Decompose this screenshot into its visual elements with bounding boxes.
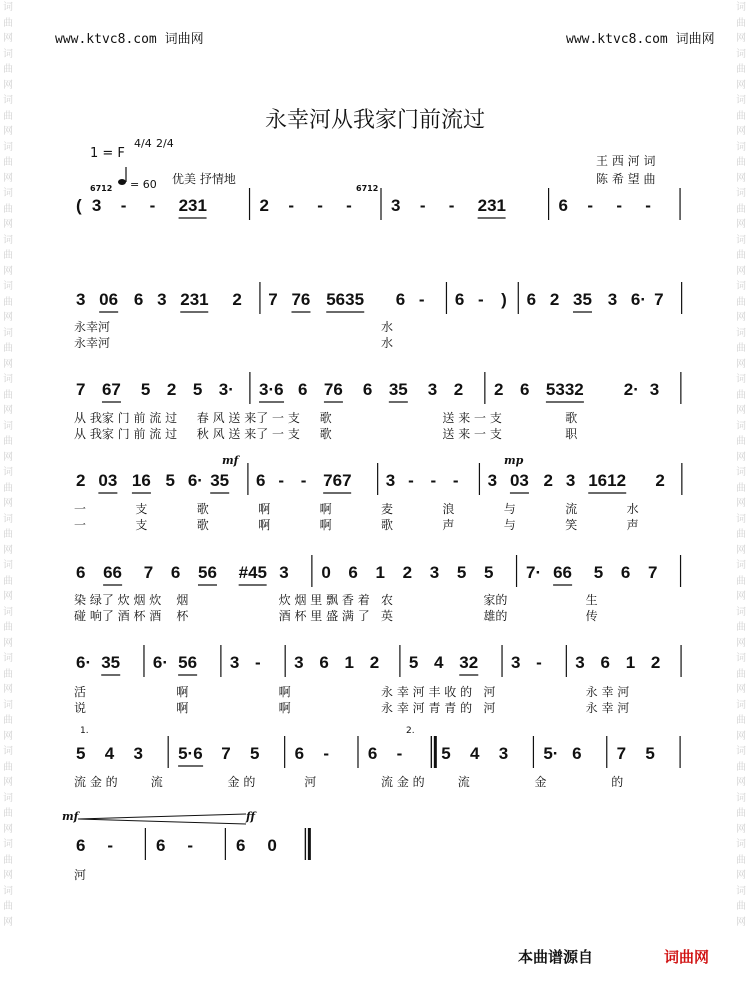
note-token: - bbox=[408, 471, 414, 490]
lyric-chunk: 烟 bbox=[176, 593, 189, 607]
note-token: 35 bbox=[388, 380, 408, 399]
lyric-chunk: 声 bbox=[442, 518, 455, 532]
lyric-chunk: 歌 bbox=[565, 411, 578, 425]
meter-2-4: 2/4 bbox=[156, 137, 174, 150]
note-token: 6 bbox=[297, 380, 308, 399]
note-token: - bbox=[346, 196, 352, 215]
crescendo-hairpin bbox=[78, 810, 248, 829]
note-token: - bbox=[419, 196, 426, 215]
lyric-chunk: 啊 bbox=[176, 685, 189, 699]
note-token: 6 bbox=[362, 380, 373, 399]
note-token: 2 bbox=[369, 653, 380, 672]
note-token: 2 bbox=[543, 471, 553, 490]
note-token: 3 bbox=[76, 290, 86, 309]
note-token: 7 bbox=[143, 563, 154, 582]
staff-line-4 bbox=[74, 469, 688, 499]
lyric-chunk: 流 bbox=[150, 775, 163, 789]
lyrics-line-6-verse-1 bbox=[74, 683, 688, 700]
lyric-chunk: 传 bbox=[585, 609, 598, 623]
note-token: 6 bbox=[133, 290, 144, 309]
lyric-chunk: 河 bbox=[483, 685, 496, 699]
note-token: 35 bbox=[101, 653, 121, 672]
note-token: 6 bbox=[519, 380, 530, 399]
lyric-chunk: 永 幸 河 bbox=[585, 685, 630, 699]
staff-barlines bbox=[74, 742, 688, 772]
note-token: ) bbox=[501, 290, 507, 309]
staff-line-8 bbox=[74, 834, 314, 864]
lyric-chunk: 啊 bbox=[319, 502, 332, 516]
note-token: 7· bbox=[525, 563, 542, 582]
lyric-chunk: 金 的 bbox=[227, 775, 256, 789]
note-token: 5 bbox=[593, 563, 604, 582]
lyric-chunk: 农 bbox=[381, 593, 394, 607]
note-token: 3 bbox=[390, 196, 401, 215]
note-token: 3 bbox=[279, 563, 289, 582]
note-token: - bbox=[396, 744, 403, 763]
note-token: 6 bbox=[236, 836, 246, 855]
note-token: 0 bbox=[321, 563, 331, 582]
lyric-chunk: 杯 bbox=[176, 609, 189, 623]
lyric-chunk: 从 我家 门 前 流 过 bbox=[74, 427, 178, 441]
note-token: 5 bbox=[408, 653, 419, 672]
lyric-chunk: 笑 bbox=[565, 518, 578, 532]
staff-line-2 bbox=[74, 288, 688, 318]
note-token: 3·6 bbox=[259, 380, 284, 399]
lyric-chunk: 浪 bbox=[442, 502, 455, 516]
lyric-chunk: 说 bbox=[74, 701, 87, 715]
note-token: 6 bbox=[600, 653, 610, 672]
footer-source-label: 本曲谱源自 bbox=[518, 948, 594, 966]
note-token: 0 bbox=[267, 836, 277, 855]
lyric-chunk: 河 bbox=[483, 701, 496, 715]
lyric-chunk: 啊 bbox=[278, 701, 291, 715]
note-token: 7 bbox=[221, 744, 231, 763]
note-token: 6 bbox=[76, 836, 86, 855]
lyric-chunk: 水 bbox=[626, 502, 639, 516]
lyric-chunk: 啊 bbox=[319, 518, 332, 532]
note-token: 5· bbox=[543, 744, 559, 763]
volta-ending-1: 1. bbox=[80, 726, 89, 736]
note-token: 1 bbox=[375, 563, 385, 582]
quarter-note-icon bbox=[118, 166, 128, 190]
note-token: 2 bbox=[232, 290, 242, 309]
note-token: 6 bbox=[319, 653, 329, 672]
lyric-chunk: 英 bbox=[381, 609, 394, 623]
lyric-chunk: 啊 bbox=[278, 685, 291, 699]
note-token: - bbox=[288, 196, 295, 215]
meter-4-4: 4/4 bbox=[134, 137, 152, 150]
note-token: 2 bbox=[166, 380, 177, 399]
staff-line-7 bbox=[74, 742, 688, 772]
expression-marking: 优美 抒情地 bbox=[172, 172, 236, 186]
note-token: 3 bbox=[575, 653, 585, 672]
note-token: - bbox=[616, 196, 622, 215]
note-token: 03 bbox=[509, 471, 529, 490]
grace-note-group: 6712 bbox=[356, 184, 379, 193]
lyric-chunk: 炊 烟 里 飘 香 着 bbox=[278, 593, 370, 607]
lyric-chunk: 从 我家 门 前 流 过 bbox=[74, 411, 178, 425]
note-token: 3 bbox=[385, 471, 396, 490]
lyric-chunk: 酒 杯 里 盛 满 了 bbox=[278, 609, 370, 623]
note-token: - bbox=[323, 744, 329, 763]
staff-line-6 bbox=[74, 651, 688, 681]
note-token: 3 bbox=[607, 290, 618, 309]
note-token: 3 bbox=[133, 744, 143, 763]
note-token: 5 bbox=[483, 563, 494, 582]
note-token: 6 bbox=[76, 563, 86, 582]
note-token: 66 bbox=[553, 563, 573, 582]
lyric-chunk: 送 来 一 支 bbox=[442, 411, 502, 425]
note-token: 1612 bbox=[588, 471, 627, 490]
staff-line-3 bbox=[74, 378, 688, 408]
note-token: 6 bbox=[367, 744, 378, 763]
note-token: - bbox=[149, 196, 156, 215]
note-token: 6 bbox=[454, 290, 465, 309]
note-token: 7 bbox=[268, 290, 278, 309]
note-token: 231 bbox=[477, 196, 506, 215]
note-token: - bbox=[255, 653, 261, 672]
note-token: 67 bbox=[101, 380, 121, 399]
note-token: 2 bbox=[650, 653, 661, 672]
tempo-marking: = 60 bbox=[130, 178, 157, 191]
lyric-chunk: 与 bbox=[503, 518, 516, 532]
note-token: 5 bbox=[456, 563, 467, 582]
note-token: ( bbox=[76, 196, 82, 215]
note-token: - bbox=[645, 196, 651, 215]
note-token: 5635 bbox=[326, 290, 365, 309]
note-token: 6 bbox=[156, 836, 166, 855]
dynamic-ff: ff bbox=[246, 810, 256, 823]
lyrics-line-7-verse-1 bbox=[74, 773, 688, 790]
note-token: 7 bbox=[616, 744, 627, 763]
staff-line-1 bbox=[74, 194, 688, 224]
key-signature: 1 = F bbox=[90, 146, 125, 161]
note-token: - bbox=[120, 196, 127, 215]
grace-note-group: 6712 bbox=[90, 184, 113, 193]
note-token: 231 bbox=[180, 290, 209, 309]
note-token: - bbox=[418, 290, 425, 309]
note-token: 3 bbox=[229, 653, 240, 672]
note-token: 5 bbox=[249, 744, 260, 763]
lyrics-line-4-verse-1 bbox=[74, 500, 688, 517]
lyric-chunk: 雄的 bbox=[483, 609, 508, 623]
lyric-chunk: 歌 bbox=[319, 411, 332, 425]
note-token: 2 bbox=[549, 290, 560, 309]
note-token: 6· bbox=[76, 653, 92, 672]
lyrics-line-8-verse-1 bbox=[74, 866, 688, 883]
dynamic-mp: mp bbox=[504, 454, 524, 467]
note-token: 5 bbox=[76, 744, 86, 763]
lyric-chunk: 秋 风 送 来了 一 支 bbox=[196, 427, 300, 441]
lyric-chunk: 一 bbox=[74, 502, 87, 516]
note-token: - bbox=[187, 836, 194, 855]
lyric-chunk: 职 bbox=[565, 427, 578, 441]
lyric-chunk: 流 bbox=[565, 502, 578, 516]
lyric-chunk: 歌 bbox=[381, 518, 394, 532]
note-token: 6 bbox=[526, 290, 537, 309]
lyrics-line-6-verse-2 bbox=[74, 699, 688, 716]
note-token: 4 bbox=[469, 744, 480, 763]
lyric-chunk: 支 bbox=[135, 502, 148, 516]
note-token: - bbox=[536, 653, 542, 672]
lyric-chunk: 啊 bbox=[258, 502, 271, 516]
lyric-chunk: 麦 bbox=[381, 502, 394, 516]
header-right-site: www.ktvc8.com 词曲网 bbox=[566, 32, 715, 47]
lyric-chunk: 家的 bbox=[483, 593, 508, 607]
note-token: 6· bbox=[630, 290, 647, 309]
note-token: 35 bbox=[210, 471, 230, 490]
lyrics-line-3-verse-2 bbox=[74, 425, 688, 442]
song-title: 永幸河从我家门前流过 bbox=[264, 108, 485, 133]
lyrics-line-5-verse-2 bbox=[74, 607, 688, 624]
lyric-chunk: 碰 响了 酒 杯 酒 bbox=[74, 609, 162, 623]
note-token: 6 bbox=[348, 563, 358, 582]
lyric-chunk: 的 bbox=[611, 775, 624, 789]
note-token: 3 bbox=[429, 563, 440, 582]
lyric-chunk: 春 风 送 来了 一 支 bbox=[196, 411, 300, 425]
dynamic-mf: mf bbox=[222, 454, 239, 467]
watermark-left: 词曲网词曲网词曲网词曲网词曲网词曲网词曲网词曲网词曲网词曲网词曲网词曲网词曲网词曲网词曲网词曲网词曲网词曲网词曲网词曲网 bbox=[3, 2, 13, 928]
note-token: 5 bbox=[140, 380, 151, 399]
lyric-chunk: 永幸河 bbox=[74, 320, 111, 334]
note-token: 2 bbox=[493, 380, 504, 399]
note-token: 16 bbox=[131, 471, 151, 490]
note-token: 2 bbox=[402, 563, 413, 582]
note-token: 3 bbox=[91, 196, 102, 215]
note-token: 3 bbox=[157, 290, 167, 309]
note-token: 7 bbox=[654, 290, 664, 309]
note-token: 5 bbox=[165, 471, 175, 490]
lyric-chunk: 河 bbox=[74, 868, 87, 882]
lyric-chunk: 永幸河 bbox=[74, 336, 111, 350]
note-token: 5 bbox=[441, 744, 451, 763]
lyric-chunk: 啊 bbox=[176, 701, 189, 715]
note-token: 35 bbox=[572, 290, 592, 309]
lyric-chunk: 歌 bbox=[196, 518, 209, 532]
lyricist-credit: 王 西 河 词 bbox=[596, 154, 656, 168]
note-token: 56 bbox=[178, 653, 198, 672]
footer-brand-link[interactable]: 词曲网 bbox=[664, 948, 710, 966]
staff-barlines bbox=[74, 194, 688, 224]
note-token: 6 bbox=[558, 196, 568, 215]
note-token: - bbox=[278, 471, 285, 490]
note-token: 6 bbox=[256, 471, 266, 490]
header-left-site: www.ktvc8.com 词曲网 bbox=[55, 32, 204, 47]
lyric-chunk: 流 bbox=[457, 775, 470, 789]
note-token: - bbox=[107, 836, 114, 855]
note-token: 3 bbox=[510, 653, 521, 672]
lyric-chunk: 河 bbox=[304, 775, 317, 789]
note-token: 76 bbox=[323, 380, 343, 399]
note-token: 3 bbox=[649, 380, 660, 399]
note-token: 06 bbox=[99, 290, 119, 309]
note-token: 2 bbox=[655, 471, 665, 490]
lyric-chunk: 流 金 的 bbox=[74, 775, 118, 789]
note-token: 5 bbox=[192, 380, 203, 399]
note-token: 6 bbox=[572, 744, 582, 763]
note-token: 1 bbox=[625, 653, 636, 672]
note-token: 7 bbox=[647, 563, 658, 582]
note-token: 1 bbox=[344, 653, 354, 672]
lyric-chunk: 歌 bbox=[319, 427, 332, 441]
lyric-chunk: 流 金 的 bbox=[381, 775, 425, 789]
note-token: - bbox=[448, 196, 455, 215]
note-token: 76 bbox=[291, 290, 311, 309]
dynamic-mf: mf bbox=[62, 810, 79, 823]
note-token: 6 bbox=[170, 563, 181, 582]
lyric-chunk: 染 绿了 炊 烟 炊 bbox=[74, 593, 162, 607]
note-token: - bbox=[300, 471, 307, 490]
note-token: 56 bbox=[197, 563, 217, 582]
lyric-chunk: 送 来 一 支 bbox=[442, 427, 502, 441]
note-token: 7 bbox=[76, 380, 86, 399]
note-token: 5·6 bbox=[178, 744, 203, 763]
lyric-chunk: 金 bbox=[534, 775, 547, 789]
note-token: 231 bbox=[178, 196, 207, 215]
note-token: 03 bbox=[98, 471, 118, 490]
lyric-chunk: 声 bbox=[626, 518, 639, 532]
lyric-chunk: 生 bbox=[585, 593, 598, 607]
note-token: #45 bbox=[238, 563, 268, 582]
note-token: 2 bbox=[453, 380, 464, 399]
note-token: 767 bbox=[323, 471, 352, 490]
note-token: 3 bbox=[487, 471, 498, 490]
note-token: - bbox=[452, 471, 459, 490]
note-token: 3· bbox=[218, 380, 234, 399]
lyric-chunk: 永 幸 河 bbox=[585, 701, 630, 715]
note-token: 6 bbox=[620, 563, 631, 582]
lyrics-line-3-verse-1 bbox=[74, 409, 688, 426]
lyric-chunk: 歌 bbox=[196, 502, 209, 516]
note-token: - bbox=[317, 196, 323, 215]
watermark-right: 词曲网词曲网词曲网词曲网词曲网词曲网词曲网词曲网词曲网词曲网词曲网词曲网词曲网词曲网词曲网词曲网词曲网词曲网词曲网词曲网 bbox=[736, 2, 746, 928]
note-token: 2 bbox=[76, 471, 86, 490]
note-token: 4 bbox=[104, 744, 115, 763]
note-token: 3 bbox=[565, 471, 576, 490]
lyric-chunk: 啊 bbox=[258, 518, 271, 532]
note-token: - bbox=[587, 196, 594, 215]
volta-ending-2: 2. bbox=[406, 726, 415, 736]
note-token: - bbox=[477, 290, 484, 309]
lyric-chunk: 支 bbox=[135, 518, 148, 532]
note-token: 66 bbox=[103, 563, 123, 582]
lyrics-line-2-verse-1 bbox=[74, 318, 688, 335]
note-token: 6 bbox=[395, 290, 406, 309]
lyrics-line-2-verse-2 bbox=[74, 334, 688, 351]
composer-credit: 陈 希 望 曲 bbox=[596, 172, 656, 186]
lyric-chunk: 永 幸 河 丰 收 的 bbox=[381, 685, 473, 699]
note-token: 5332 bbox=[545, 380, 584, 399]
lyric-chunk: 水 bbox=[381, 320, 394, 334]
note-token: 2· bbox=[623, 380, 639, 399]
staff-line-5 bbox=[74, 561, 688, 591]
lyric-chunk: 水 bbox=[381, 336, 394, 350]
lyrics-line-4-verse-2 bbox=[74, 516, 688, 533]
lyrics-line-5-verse-1 bbox=[74, 591, 688, 608]
note-token: 3 bbox=[427, 380, 438, 399]
note-token: 32 bbox=[459, 653, 479, 672]
lyric-chunk: 一 bbox=[74, 518, 87, 532]
note-token: - bbox=[430, 471, 437, 490]
lyric-chunk: 永 幸 河 青 青 的 bbox=[381, 701, 473, 715]
note-token: 6· bbox=[152, 653, 169, 672]
note-token: 3 bbox=[294, 653, 304, 672]
note-token: 4 bbox=[434, 653, 444, 672]
note-token: 6 bbox=[294, 744, 305, 763]
note-token: 2 bbox=[259, 196, 269, 215]
note-token: 6· bbox=[187, 471, 203, 490]
lyric-chunk: 与 bbox=[503, 502, 516, 516]
note-token: 3 bbox=[498, 744, 509, 763]
note-token: 5 bbox=[645, 744, 655, 763]
lyric-chunk: 活 bbox=[74, 685, 87, 699]
